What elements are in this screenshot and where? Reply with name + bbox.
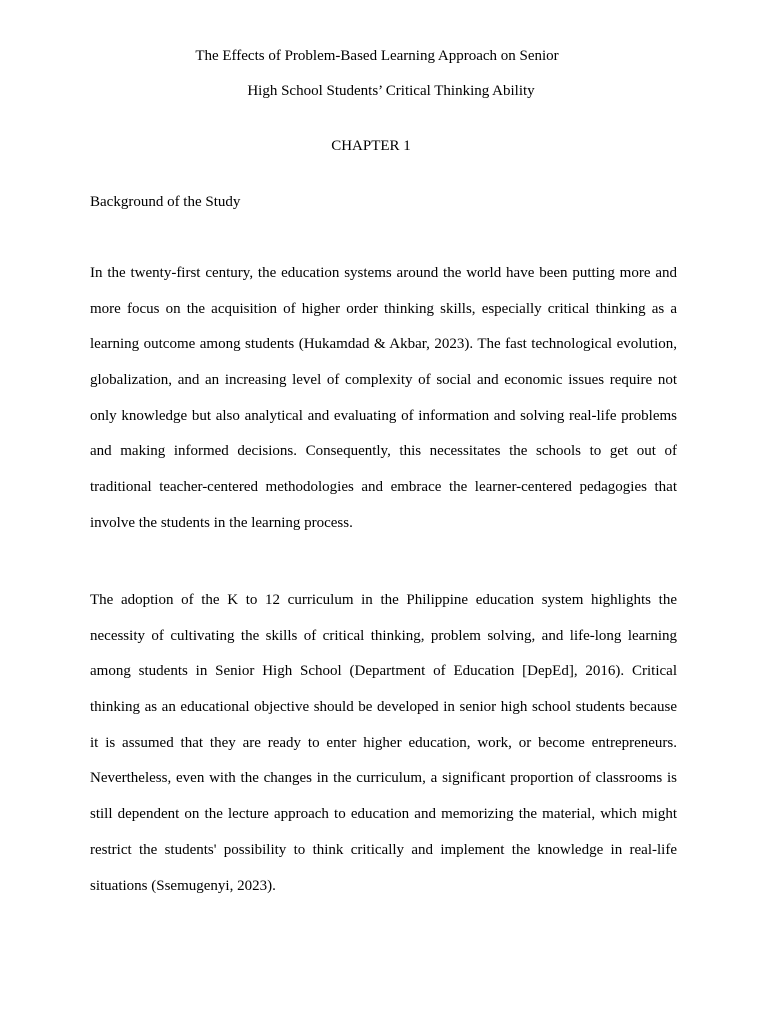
paragraph-line: still dependent on the lecture approach to education and memorizing the material, which might [90, 806, 677, 823]
paragraph-line: traditional teacher-centered methodologies and embrace the learner-centered pedagogies that [90, 479, 677, 496]
paragraph-line: it is assumed that they are ready to enter higher education, work, or become entrepreneurs. [90, 734, 677, 751]
paragraph-line: globalization, and an increasing level of complexity of social and economic issues require not [90, 372, 677, 389]
paragraph-line: only knowledge but also analytical and evaluating of information and solving real-life problems [90, 407, 677, 424]
paragraph-line: The adoption of the K to 12 curriculum in the Philippine education system highlights the [90, 592, 677, 608]
paragraph-1 [90, 263, 677, 549]
paragraph-line: In the twenty-first century, the education systems around the world have been putting more and [90, 265, 677, 281]
paragraph-line: necessity of cultivating the skills of critical thinking, problem solving, and life-long learning [90, 627, 677, 644]
paragraph-line: and making informed decisions. Consequently, this necessitates the schools to get out of [90, 443, 677, 460]
paragraph-line: restrict the students' possibility to think critically and implement the knowledge in real-life [90, 841, 677, 858]
paragraph-line: more focus on the acquisition of higher order thinking skills, especially critical thinking as a [90, 300, 677, 317]
title-line-1: The Effects of Problem-Based Learning Approach on Senior [195, 48, 559, 64]
paragraph-line: situations (Ssemugenyi, 2023). [90, 877, 276, 894]
paragraph-line: involve the students in the learning process. [90, 514, 353, 531]
paragraph-line: learning outcome among students (Hukamdad & Akbar, 2023). The fast technological evolution, [90, 336, 677, 353]
paragraph-2 [90, 590, 677, 911]
paragraph-line: among students in Senior High School (Department of Education [DepEd], 2016). Critical [90, 663, 677, 680]
section-heading: Background of the Study [90, 194, 241, 210]
chapter-heading: CHAPTER 1 [331, 138, 411, 154]
paragraph-line: thinking as an educational objective should be developed in senior high school students because [90, 699, 677, 716]
title-line-2: High School Students’ Critical Thinking Ability [247, 83, 535, 99]
paragraph-line: Nevertheless, even with the changes in the curriculum, a significant proportion of classrooms is [90, 770, 677, 787]
